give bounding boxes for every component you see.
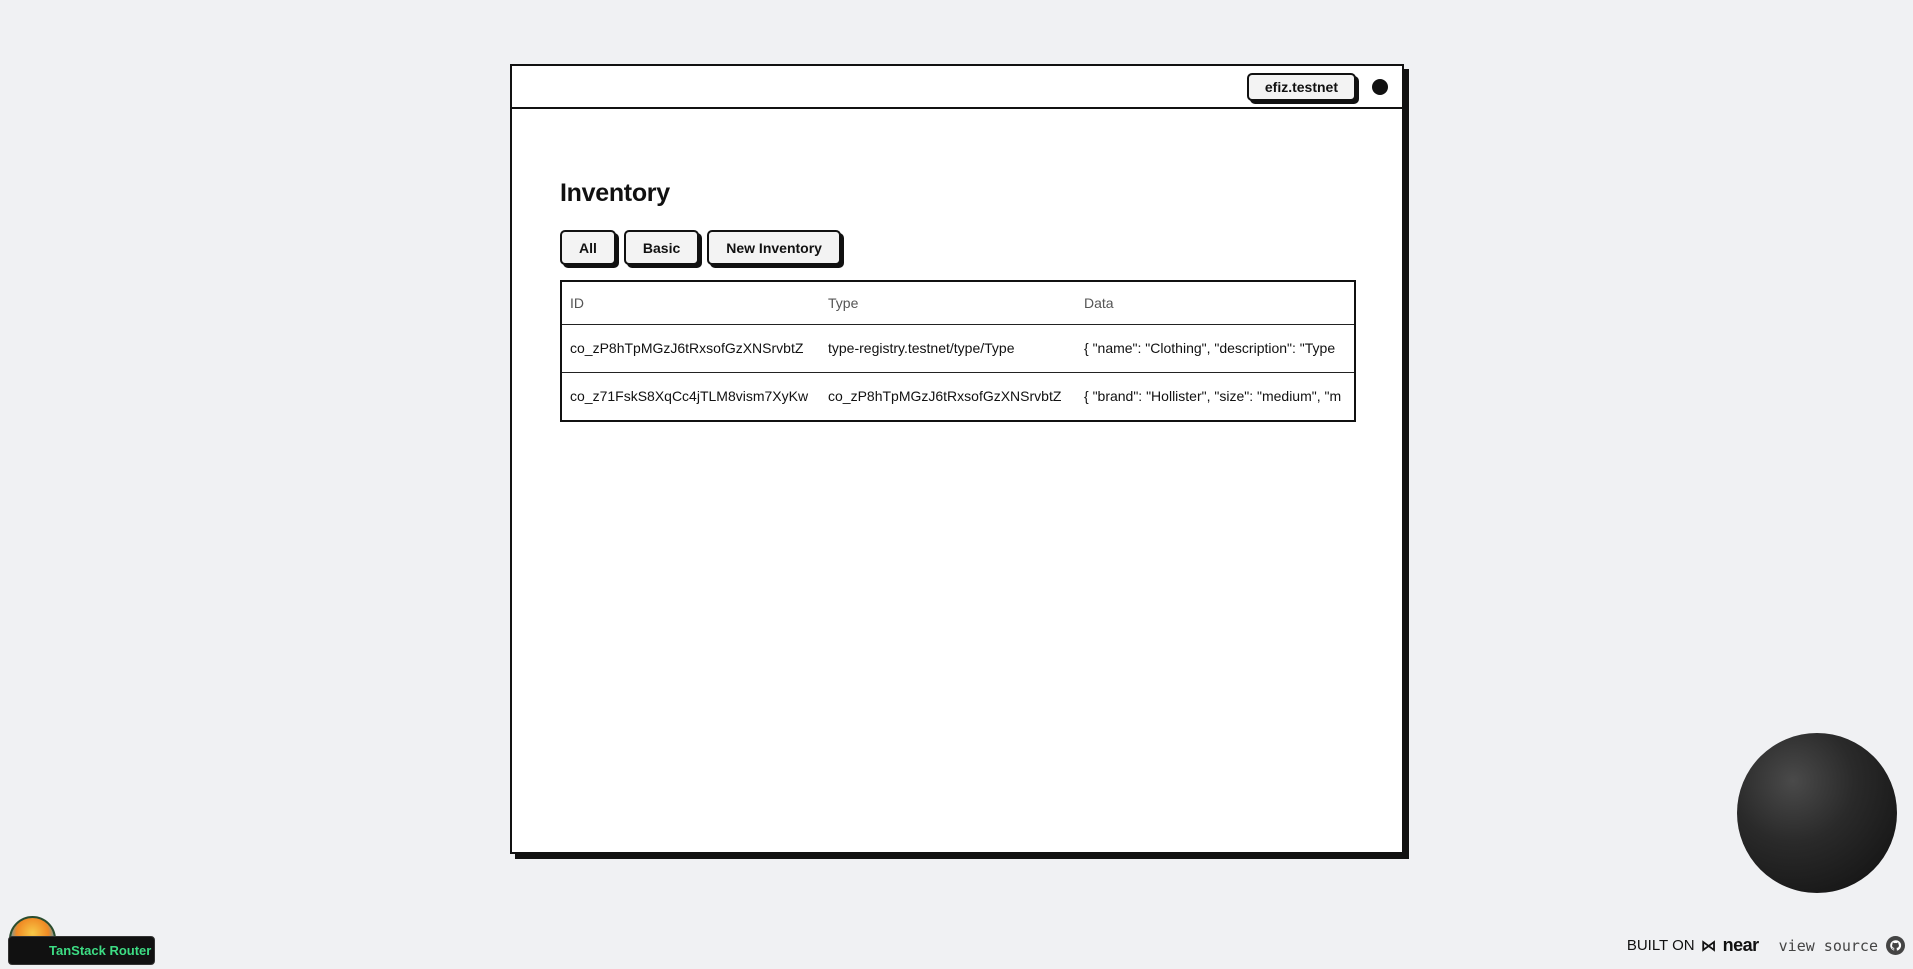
inventory-table — [560, 280, 1356, 422]
column-header-type: Type — [820, 282, 1076, 324]
table-row[interactable] — [562, 372, 1356, 420]
view-source-link[interactable] — [1779, 936, 1905, 955]
tab-all[interactable]: All — [560, 230, 616, 265]
cell-data: { "brand": "Hollister", "size": "medium", "m — [1084, 388, 1342, 405]
table-header-row — [562, 282, 1356, 324]
column-header-id: ID — [562, 282, 820, 324]
filter-tabs — [560, 230, 1354, 265]
app-window — [510, 64, 1404, 854]
floating-orb-button[interactable] — [1737, 733, 1897, 893]
tanstack-router-devtools-button[interactable] — [8, 936, 155, 965]
devtools-label: TanStack Router — [49, 943, 152, 958]
table-row[interactable] — [562, 324, 1356, 372]
tab-basic[interactable]: Basic — [624, 230, 699, 265]
cell-type: type-registry.testnet/type/Type — [820, 324, 1076, 372]
column-header-data: Data — [1076, 282, 1356, 324]
cell-id: co_zP8hTpMGzJ6tRxsofGzXNSrvbtZ — [562, 324, 820, 372]
main-content — [512, 179, 1402, 422]
page-title: Inventory — [560, 179, 670, 207]
top-bar — [512, 66, 1402, 109]
new-inventory-button[interactable]: New Inventory — [707, 230, 841, 265]
github-icon — [1886, 936, 1905, 955]
near-wordmark: near — [1722, 935, 1759, 955]
view-source-label: view source — [1778, 936, 1878, 955]
built-on-near-link[interactable] — [1627, 935, 1759, 956]
status-dot-icon[interactable] — [1372, 79, 1388, 95]
cell-data: { "name": "Clothing", "description": "Type — [1076, 324, 1356, 372]
cell-type: co_zP8hTpMGzJ6tRxsofGzXNSrvbtZ — [828, 388, 1062, 405]
account-button[interactable]: efiz.testnet — [1247, 73, 1356, 101]
built-on-label: BUILT ON — [1626, 937, 1695, 954]
cell-id: co_z71FskS8XqCc4jTLM8vism7XyKw — [570, 388, 809, 405]
near-logo-icon: ⋈ — [1700, 937, 1717, 955]
footer — [1627, 935, 1905, 956]
